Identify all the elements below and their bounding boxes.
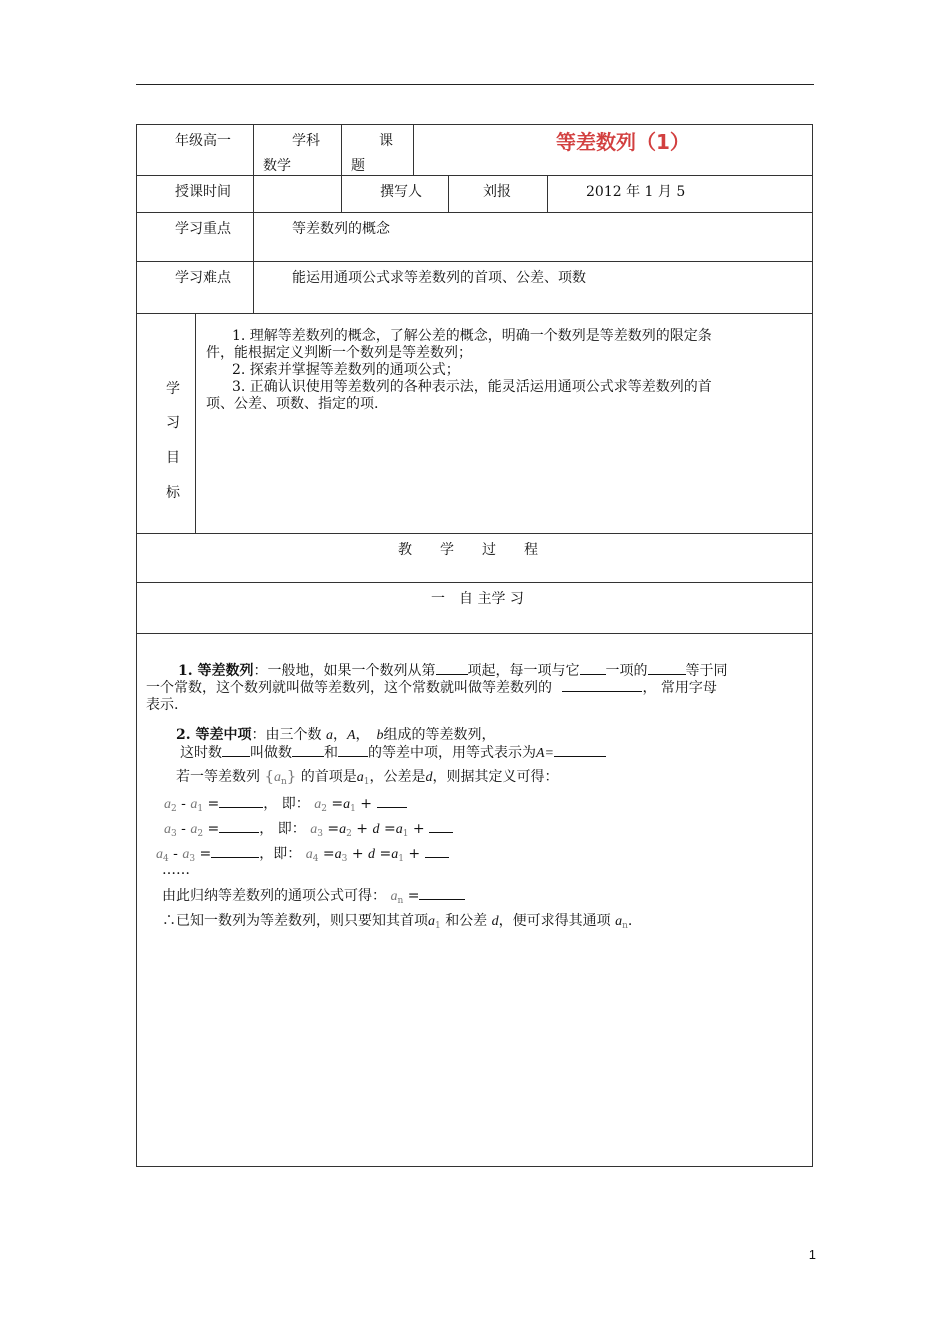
blank [580,662,606,675]
focus-label-cell [136,212,254,262]
page-number: 1 [808,1247,816,1262]
blank [436,662,468,675]
middle-term-line-2 [180,742,606,762]
process-header: 教 学 过 程 [398,542,538,558]
process-header-cell [136,533,813,583]
definition-text: 等于同 [685,663,728,679]
difficulty-label: 学习难点 [175,270,231,286]
objective-1b: 件，能根据定义判断一个数列是等差数列； [206,345,472,361]
var-a: a [356,770,364,785]
objectives-label-char: 习 [166,415,180,431]
difficulty-label-cell [136,261,254,314]
topic-label-2: 题 [351,158,365,174]
date-value: 2012 年 1 月 5 [586,184,686,200]
equation-row-2: $a_3 - a_2$ = ， 即： $a_3 =a_2 + d =a_1$ + [164,818,453,839]
subject-value: 数学 [263,158,291,174]
blank [554,744,606,757]
sequence-text: 若一等差数列 [176,769,260,785]
topic-title-cell [413,124,813,176]
subject-cell [253,124,342,176]
grade-label: 年级高一 [175,133,231,149]
difficulty-value-cell [253,261,813,314]
blank [338,744,368,757]
grade-cell [136,124,254,176]
definition-term: 1. 等差数列 [178,663,254,679]
general-formula-line: 由此归纳等差数列的通项公式可得： $a_n$ = [162,885,465,906]
subscript: n [281,777,287,787]
sequence-text: ，则据其定义可得： [432,769,559,785]
objective-1a: 1. 理解等差数列的概念，了解公差的概念，明确一个数列是等差数列的限定条 [232,328,712,344]
time-label-cell [136,175,254,213]
conclusion-text: ∴已知一数列为等差数列，则只要知其首项 [162,913,428,929]
ji-text: 即： [281,796,310,812]
equation-row-3: $a_4 - a_3$ = ，即： $a_4 =a_3 + d =a_1$ + [156,843,449,864]
author-value-cell [448,175,548,213]
blank [648,662,686,675]
author-label-cell [341,175,449,213]
objective-3b: 项、公差、项数、指定的项. [206,396,379,412]
objectives-label-char: 学 [166,381,180,397]
focus-label: 学习重点 [175,221,231,237]
sequence-line [176,766,559,787]
middle-term-text: 和 [324,745,338,761]
objectives-label-char: 目 [166,450,180,466]
middle-term-text: 组成的等差数列， [383,727,496,743]
definition-line-2 [146,677,717,697]
header-rule [136,84,814,85]
time-label: 授课时间 [175,184,231,200]
date-cell [547,175,813,213]
difficulty-value: 能运用通项公式求等差数列的首项、公差、项数 [292,270,586,286]
middle-term-text: 叫做数 [250,745,292,761]
ji-text: 即： [273,846,302,862]
subscript: 1 [363,777,370,787]
sequence-text: 的首项是 [300,769,357,785]
self-study-header: 一 自 主学 习 [431,591,524,607]
ji-text: 即： [277,821,306,837]
middle-term-text: 这时数 [180,745,222,761]
var-a: a [325,728,333,743]
blank [562,679,642,692]
blank [292,744,324,757]
equation-row-1: $a_2 - a_1$ = ， 即： $a_2 =a_1$ + [164,793,407,814]
sequence-text: ，公差是 [369,769,426,785]
middle-term-text: 的等差中项，用等式表示为 [368,745,536,761]
author-value: 刘报 [483,184,511,200]
brace-left: { [264,767,274,785]
definition-line-3: 表示. [146,697,179,713]
middle-term-text: ：由三个数 [251,727,322,743]
self-study-header-cell [136,582,813,634]
definition-text: 一项的 [605,663,648,679]
time-value-cell [253,175,342,213]
topic-label-cell [341,124,414,176]
definition-text: ：一般地，如果一个数列从第 [253,663,436,679]
conclusion-line: ∴已知一数列为等差数列，则只要知其首项$a_1$ 和公差 d，便可求得其通项 $a_n$. [162,913,633,931]
var-d: d [425,770,433,785]
general-formula-text: 由此归纳等差数列的通项公式可得： [162,888,386,904]
objective-2: 2. 探索并掌握等差数列的通项公式； [232,362,460,378]
blank [222,744,250,757]
subject-label: 学科 [292,133,320,149]
topic-label-1: 课 [379,133,393,149]
middle-term-equation: A= [536,746,554,761]
page-title: 等差数列（1） [556,130,690,154]
author-label: 撰写人 [380,184,422,200]
definition-text: 一个常数，这个数列就叫做等差数列，这个常数就叫做等差数列的 [146,680,552,696]
brace-right: } [286,767,297,785]
var-a: a [274,770,281,785]
conclusion-text: . [627,913,633,929]
objectives-content-cell [195,313,813,534]
focus-value-cell [253,212,813,262]
objectives-label-cell [136,313,196,534]
focus-value: 等差数列的概念 [292,221,390,237]
var-A: A [346,728,356,743]
middle-term-title: 2. 等差中项 [176,727,252,743]
definition-text: ， 常用字母 [642,680,717,696]
definition-text: 项起，每一项与它 [467,663,580,679]
ellipsis: …… [162,862,190,878]
conclusion-text: 和公差 [445,913,488,929]
var-b: b [376,728,384,743]
objective-3a: 3. 正确认识使用等差数列的各种表示法，能灵活运用通项公式求等差数列的首 [232,379,712,395]
objectives-label-char: 标 [166,485,180,501]
middle-term-line-1: 2. 等差中项：由三个数 a，A， b组成的等差数列， [176,727,496,743]
conclusion-text: ，便可求得其通项 [498,913,611,929]
